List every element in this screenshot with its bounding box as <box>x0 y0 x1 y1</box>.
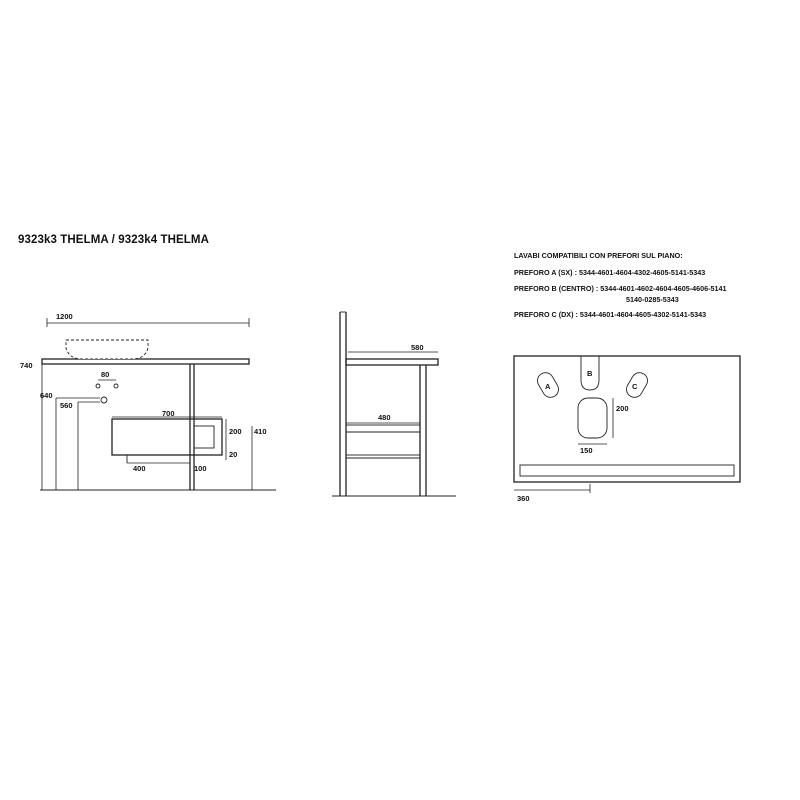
drain-hole <box>114 384 118 388</box>
preforo-b-line-continued: 5140-0285-5343 <box>626 295 679 304</box>
dimension-label-640: 640 <box>40 391 53 400</box>
dimension-label-200: 200 <box>229 427 242 436</box>
preforo-b-line: PREFORO B (CENTRO) : 5344-4601-4602-4604-4605-4606-5141 <box>514 284 727 293</box>
dimension-label-410: 410 <box>254 427 267 436</box>
drain-hole <box>96 384 100 388</box>
dimension-label-480: 480 <box>378 413 391 422</box>
dimension-label-360: 360 <box>517 494 530 503</box>
dimension-label-1200: 1200 <box>56 312 73 321</box>
dimension-label-700: 700 <box>162 409 175 418</box>
front-view <box>20 312 276 490</box>
drawer-side-handle <box>194 426 214 448</box>
countertop-side <box>346 359 438 365</box>
dimension-label-80: 80 <box>101 370 110 379</box>
drawer-side <box>346 425 420 455</box>
top-view <box>514 356 740 503</box>
preforo-a-line: PREFORO A (SX) : 5344-4601-4604-4302-4605-5141-5343 <box>514 268 706 277</box>
side-view <box>332 312 456 496</box>
countertop <box>42 359 249 364</box>
dimension-label-740: 740 <box>20 361 33 370</box>
dimension-label-200-top: 200 <box>616 404 629 413</box>
trap-outlet <box>101 397 107 403</box>
label-c: C <box>632 382 638 391</box>
drawing-title: 9323k3 THELMA / 9323k4 THELMA <box>18 234 210 246</box>
dimension-label-100: 100 <box>194 464 207 473</box>
preforo-c-line: PREFORO C (DX) : 5344-4601-4604-4605-4302-5141-5343 <box>514 310 707 319</box>
dimension-label-580: 580 <box>411 343 424 352</box>
towel-rail-plan <box>520 465 734 476</box>
drawer-unit <box>112 419 222 455</box>
dimension-label-560: 560 <box>60 401 73 410</box>
dimension-label-400: 400 <box>133 464 146 473</box>
countertop-plan <box>514 356 740 482</box>
label-b: B <box>587 369 593 378</box>
label-a: A <box>545 382 551 391</box>
dimension-label-150: 150 <box>580 446 593 455</box>
vessel-basin <box>66 340 148 359</box>
compatibility-header: LAVABI COMPATIBILI CON PREFORI SUL PIANO: <box>514 251 683 260</box>
basin-cutout <box>578 398 607 438</box>
dimension-label-20: 20 <box>229 450 238 459</box>
